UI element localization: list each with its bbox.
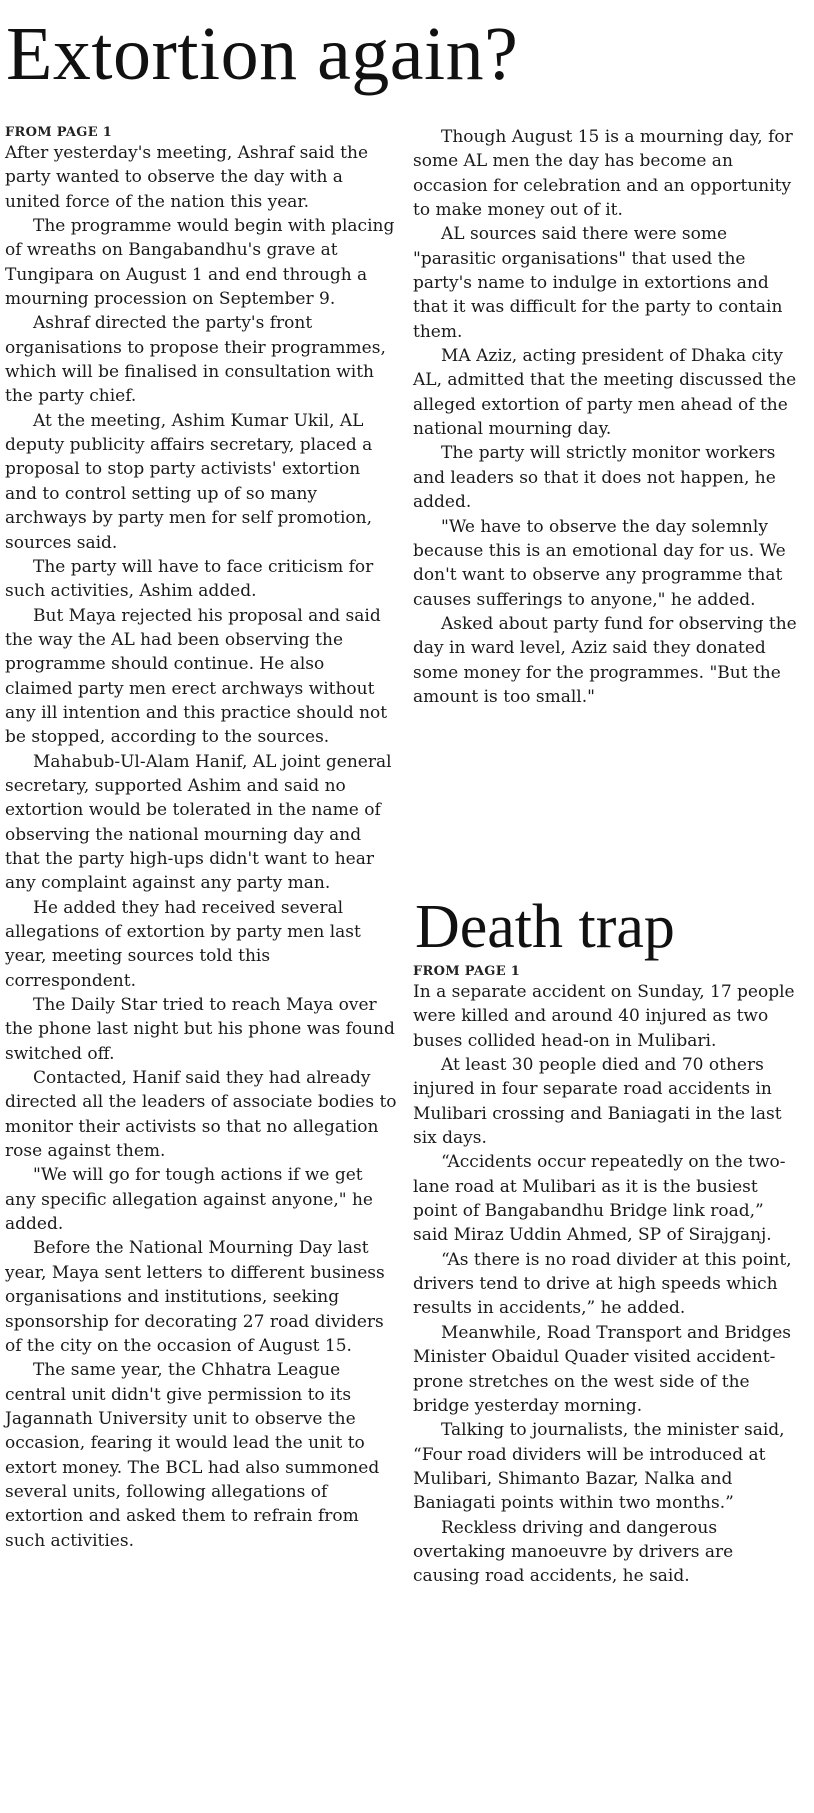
paragraph: Though August 15 is a mourning day, for some AL men the day has become an occasion for celebration and an opportunity to make money out of it. [413,127,793,221]
paragraph: The party will have to face criticism for such activities, Ashim added. [5,556,374,602]
paragraph: Meanwhile, Road Transport and Bridges Minister Obaidul Quader visited accident-prone stretches on the west side of the bridge yesterday morning. [413,1322,791,1416]
paragraph: But Maya rejected his proposal and said the way the AL had been observing the programme should continue. He also claimed party men erect archways without any ill intention and this practice should not be stopped, according to the sources. [5,605,388,748]
paragraph: MA Aziz, acting president of Dhaka city AL, admitted that the meeting discussed the alleged extortion of party men ahead of the national mourning day. [413,346,797,440]
paragraph: "We will go for tough actions if we get any specific allegation against anyone," he added. [5,1165,373,1235]
paragraph: Mahabub-Ul-Alam Hanif, AL joint general secretary, supported Ashim and said no extortion would be tolerated in the name of observing the national mourning day and that the party high-ups didn't want to hear any complaint against any party man. [5,751,392,894]
paragraph: The same year, the Chhatra League central unit didn't give permission to its Jagannath University unit to observe the occasion, fearing it would lead the unit to extort money. The BCL had also summoned several units, following allegations of extortion and asked them to refrain from such activities. [5,1360,380,1551]
paragraph: “Accidents occur repeatedly on the two-lane road at Mulibari as it is the busiest point of Bangabandhu Bridge link road,” said Miraz Uddin Ahmed, SP of Sirajganj. [413,1152,786,1246]
paragraph: Talking to journalists, the minister said, “Four road dividers will be introduced at Mulibari, Shimanto Bazar, Nalka and Baniagati points within two months.” [413,1420,785,1514]
article-1-left-column [5,125,397,1553]
paragraph: The programme would begin with placing of wreaths on Bangabandhu's grave at Tungipara on August 1 and end through a mourning procession on September 9. [5,216,395,310]
paragraph: In a separate accident on Sunday, 17 people were killed and around 40 injured as two buses collided head-on in Mulibari. [413,982,795,1051]
headline-extortion-again: Extortion again? [6,12,519,96]
paragraph: Contacted, Hanif said they had already directed all the leaders of associate bodies to monitor their activists so that no allegation rose against them. [5,1068,397,1162]
paragraph: At least 30 people died and 70 others injured in four separate road accidents in Mulibari crossing and Baniagati in the last six days. [413,1055,782,1149]
article-2-column [413,964,800,1589]
headline-death-trap: Death trap [415,893,675,961]
paragraph: At the meeting, Ashim Kumar Ukil, AL deputy publicity affairs secretary, placed a proposal to stop party activists' extortion and to control setting up of so many archways by party men for self promotion, sources said. [5,410,373,553]
article-1-right-column [413,125,800,709]
paragraph: Ashraf directed the party's front organisations to propose their programmes, which will be finalised in consultation with the party chief. [5,313,386,407]
paragraph: AL sources said there were some "parasitic organisations" that used the party's name to indulge in extortions and that it was difficult for the party to contain them. [413,224,783,342]
dateline: FROM PAGE 1 [5,125,113,140]
paragraph: Asked about party fund for observing the day in ward level, Aziz said they donated some money for the programmes. "But the amount is too small." [413,613,797,707]
paragraph: Before the National Mourning Day last year, Maya sent letters to different business organisations and institutions, seeking sponsorship for decorating 27 road dividers of the city on the occasion of August 15. [5,1238,385,1356]
dateline: FROM PAGE 1 [413,964,521,979]
paragraph: After yesterday's meeting, Ashraf said the party wanted to observe the day with a united force of the nation this year. [5,143,369,212]
paragraph: “As there is no road divider at this point, drivers tend to drive at high speeds which results in accidents,” he added. [413,1249,792,1319]
paragraph: He added they had received several allegations of extortion by party men last year, meeting sources told this correspondent. [5,897,361,991]
paragraph: The party will strictly monitor workers and leaders so that it does not happen, he added. [413,443,776,513]
paragraph: The Daily Star tried to reach Maya over the phone last night but his phone was found switched off. [5,995,395,1064]
paragraph: "We have to observe the day solemnly because this is an emotional day for us. We don't want to observe any programme that causes sufferings to anyone," he added. [413,516,786,610]
paragraph: Reckless driving and dangerous overtaking manoeuvre by drivers are causing road accidents, he said. [413,1517,734,1587]
